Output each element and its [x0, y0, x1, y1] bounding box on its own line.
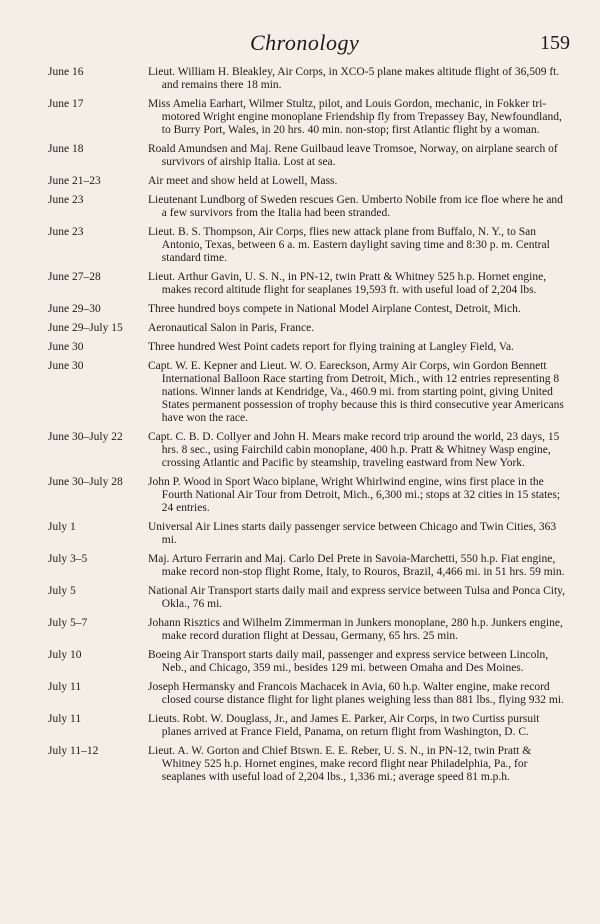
chronology-entry [48, 617, 568, 643]
entry-text: National Air Transport starts daily mail and express service between Tulsa and Ponca City, Okla., 76 mi. [148, 585, 566, 610]
entry-text: Capt. W. E. Kepner and Lieut. W. O. Eareckson, Army Air Corps, win Gordon Bennett International Balloon Race starting from Detroit, Mich., with 12 entries representing 8 nations. Winner lands at Kendridge, Va., 460.9 mi. from starting point, giving United States permanent possession of trophy because this is third consecutive year Americans have won the race. [148, 360, 564, 424]
page-number: 159 [540, 32, 570, 54]
entry-text: Three hundred boys compete in National Model Airplane Contest, Detroit, Mich. [148, 303, 521, 315]
chronology-entry [48, 431, 568, 470]
chronology-entry [48, 322, 568, 335]
entry-text: Johann Risztics and Wilhelm Zimmerman in Junkers monoplane, 280 h.p. Junkers engine, make record duration flight at Dessau, Germany, 65 hrs. 25 min. [148, 617, 563, 642]
chronology-entry [48, 194, 568, 220]
entry-text: Lieuts. Robt. W. Douglass, Jr., and James E. Parker, Air Corps, in two Curtiss pursuit planes arrived at France Field, Panama, on return flight from Washington, D. C. [148, 713, 540, 738]
chronology-entry [48, 745, 568, 784]
entry-date: June 29–30 [48, 303, 101, 315]
entry-text: Roald Amundsen and Maj. Rene Guilbaud leave Tromsoe, Norway, on airplane search of survivors of airship Italia. Lost at sea. [148, 143, 558, 168]
running-title: Chronology [250, 30, 360, 55]
chronology-entry [48, 553, 568, 579]
entry-date: June 30–July 28 [48, 476, 123, 488]
entry-text: Three hundred West Point cadets report for flying training at Langley Field, Va. [148, 341, 514, 353]
entry-date: June 17 [48, 98, 84, 110]
chronology-entry [48, 303, 568, 316]
chronology-entry [48, 98, 568, 137]
entry-date: June 29–July 15 [48, 322, 123, 334]
entry-text: Lieutenant Lundborg of Sweden rescues Gen. Umberto Nobile from ice floe where he and a few survivors from the Italia had been stranded. [148, 194, 563, 219]
entry-date: July 11–12 [48, 745, 99, 757]
entry-text: Capt. C. B. D. Collyer and John H. Mears make record trip around the world, 23 days, 15 hrs. 8 sec., using Fairchild cabin monoplane, 400 h.p. Pratt & Whitney Wasp engine, crossing Atlantic and Pacific by steamship, traveling eastward from New York. [148, 431, 560, 469]
entry-date: July 5–7 [48, 617, 88, 629]
entry-text: John P. Wood in Sport Waco biplane, Wright Whirlwind engine, wins first place in the Fourth National Air Tour from Detroit, Mich., 6,300 mi.; stops at 32 cities in 15 states; 24 entries. [148, 476, 561, 514]
entry-text: Lieut. A. W. Gorton and Chief Btswn. E. E. Reber, U. S. N., in PN-12, twin Pratt & Whitney 525 h.p. Hornet engines, make record flight near Philadelphia, Pa., for seaplanes with useful load of 2,204 lbs., 1,336 mi.; average speed 81 m.p.h. [148, 745, 532, 783]
chronology-entry [48, 143, 568, 169]
chronology-entry [48, 66, 568, 92]
chronology-entry [48, 175, 568, 188]
entry-text: Maj. Arturo Ferrarin and Maj. Carlo Del Prete in Savoia-Marchetti, 550 h.p. Fiat engine, make record non-stop flight Rome, Italy, to Rouros, Brazil, 4,466 mi. in 51 hrs. 59 min. [148, 553, 565, 578]
entry-text: Air meet and show held at Lowell, Mass. [148, 175, 338, 187]
chronology-entry [48, 713, 568, 739]
entry-date: July 11 [48, 713, 82, 725]
entry-text: Lieut. B. S. Thompson, Air Corps, flies new attack plane from Buffalo, N. Y., to San Antonio, Texas, between 6 a. m. Eastern daylight saving time and 8:30 p. m. Central standard time. [148, 226, 550, 264]
entry-text: Joseph Hermansky and Francois Machacek in Avia, 60 h.p. Walter engine, make record closed course distance flight for light planes weighing less than 881 lbs., flying 932 mi. [148, 681, 564, 706]
chronology-entry [48, 360, 568, 425]
entry-date: June 30 [48, 360, 84, 372]
entry-date: July 3–5 [48, 553, 88, 565]
entry-text: Universal Air Lines starts daily passenger service between Chicago and Twin Cities, 363 mi. [148, 521, 557, 546]
chronology-entry [48, 476, 568, 515]
chronology-entry [48, 271, 568, 297]
entry-text: Aeronautical Salon in Paris, France. [148, 322, 315, 334]
entry-text: Lieut. William H. Bleakley, Air Corps, in XCO-5 plane makes altitude flight of 36,509 ft. and remains there 18 min. [148, 66, 560, 91]
entry-date: June 23 [48, 226, 84, 238]
entry-date: June 23 [48, 194, 84, 206]
entry-date: June 16 [48, 66, 84, 78]
chronology-entry [48, 585, 568, 611]
entry-date: June 30–July 22 [48, 431, 123, 443]
entry-date: June 21–23 [48, 175, 101, 187]
entry-date: June 18 [48, 143, 84, 155]
entry-date: June 30 [48, 341, 84, 353]
entry-date: June 27–28 [48, 271, 101, 283]
chronology-entry [48, 226, 568, 265]
chronology-entry [48, 341, 568, 354]
chronology-entry [48, 521, 568, 547]
entry-text: Boeing Air Transport starts daily mail, passenger and express service between Lincoln, Neb., and Chicago, 359 mi., besides 129 mi. between Omaha and Des Moines. [148, 649, 549, 674]
chronology-list [48, 66, 568, 790]
entry-date: July 1 [48, 521, 76, 533]
entry-date: July 10 [48, 649, 82, 661]
chronology-entry [48, 649, 568, 675]
entry-date: July 11 [48, 681, 82, 693]
entry-text: Miss Amelia Earhart, Wilmer Stultz, pilot, and Louis Gordon, mechanic, in Fokker tri-motored Wright engine monoplane Friendship fly from Trepassey Bay, Newfoundland, to Burry Port, Wales, in 20 hrs. 40 min. non-stop; first Atlantic flight by a woman. [148, 98, 562, 136]
chronology-entry [48, 681, 568, 707]
entry-text: Lieut. Arthur Gavin, U. S. N., in PN-12, twin Pratt & Whitney 525 h.p. Hornet engine, makes record altitude flight for seaplanes 19,593 ft. with useful load of 2,204 lbs. [148, 271, 547, 296]
entry-date: July 5 [48, 585, 76, 597]
page-header [0, 30, 600, 60]
